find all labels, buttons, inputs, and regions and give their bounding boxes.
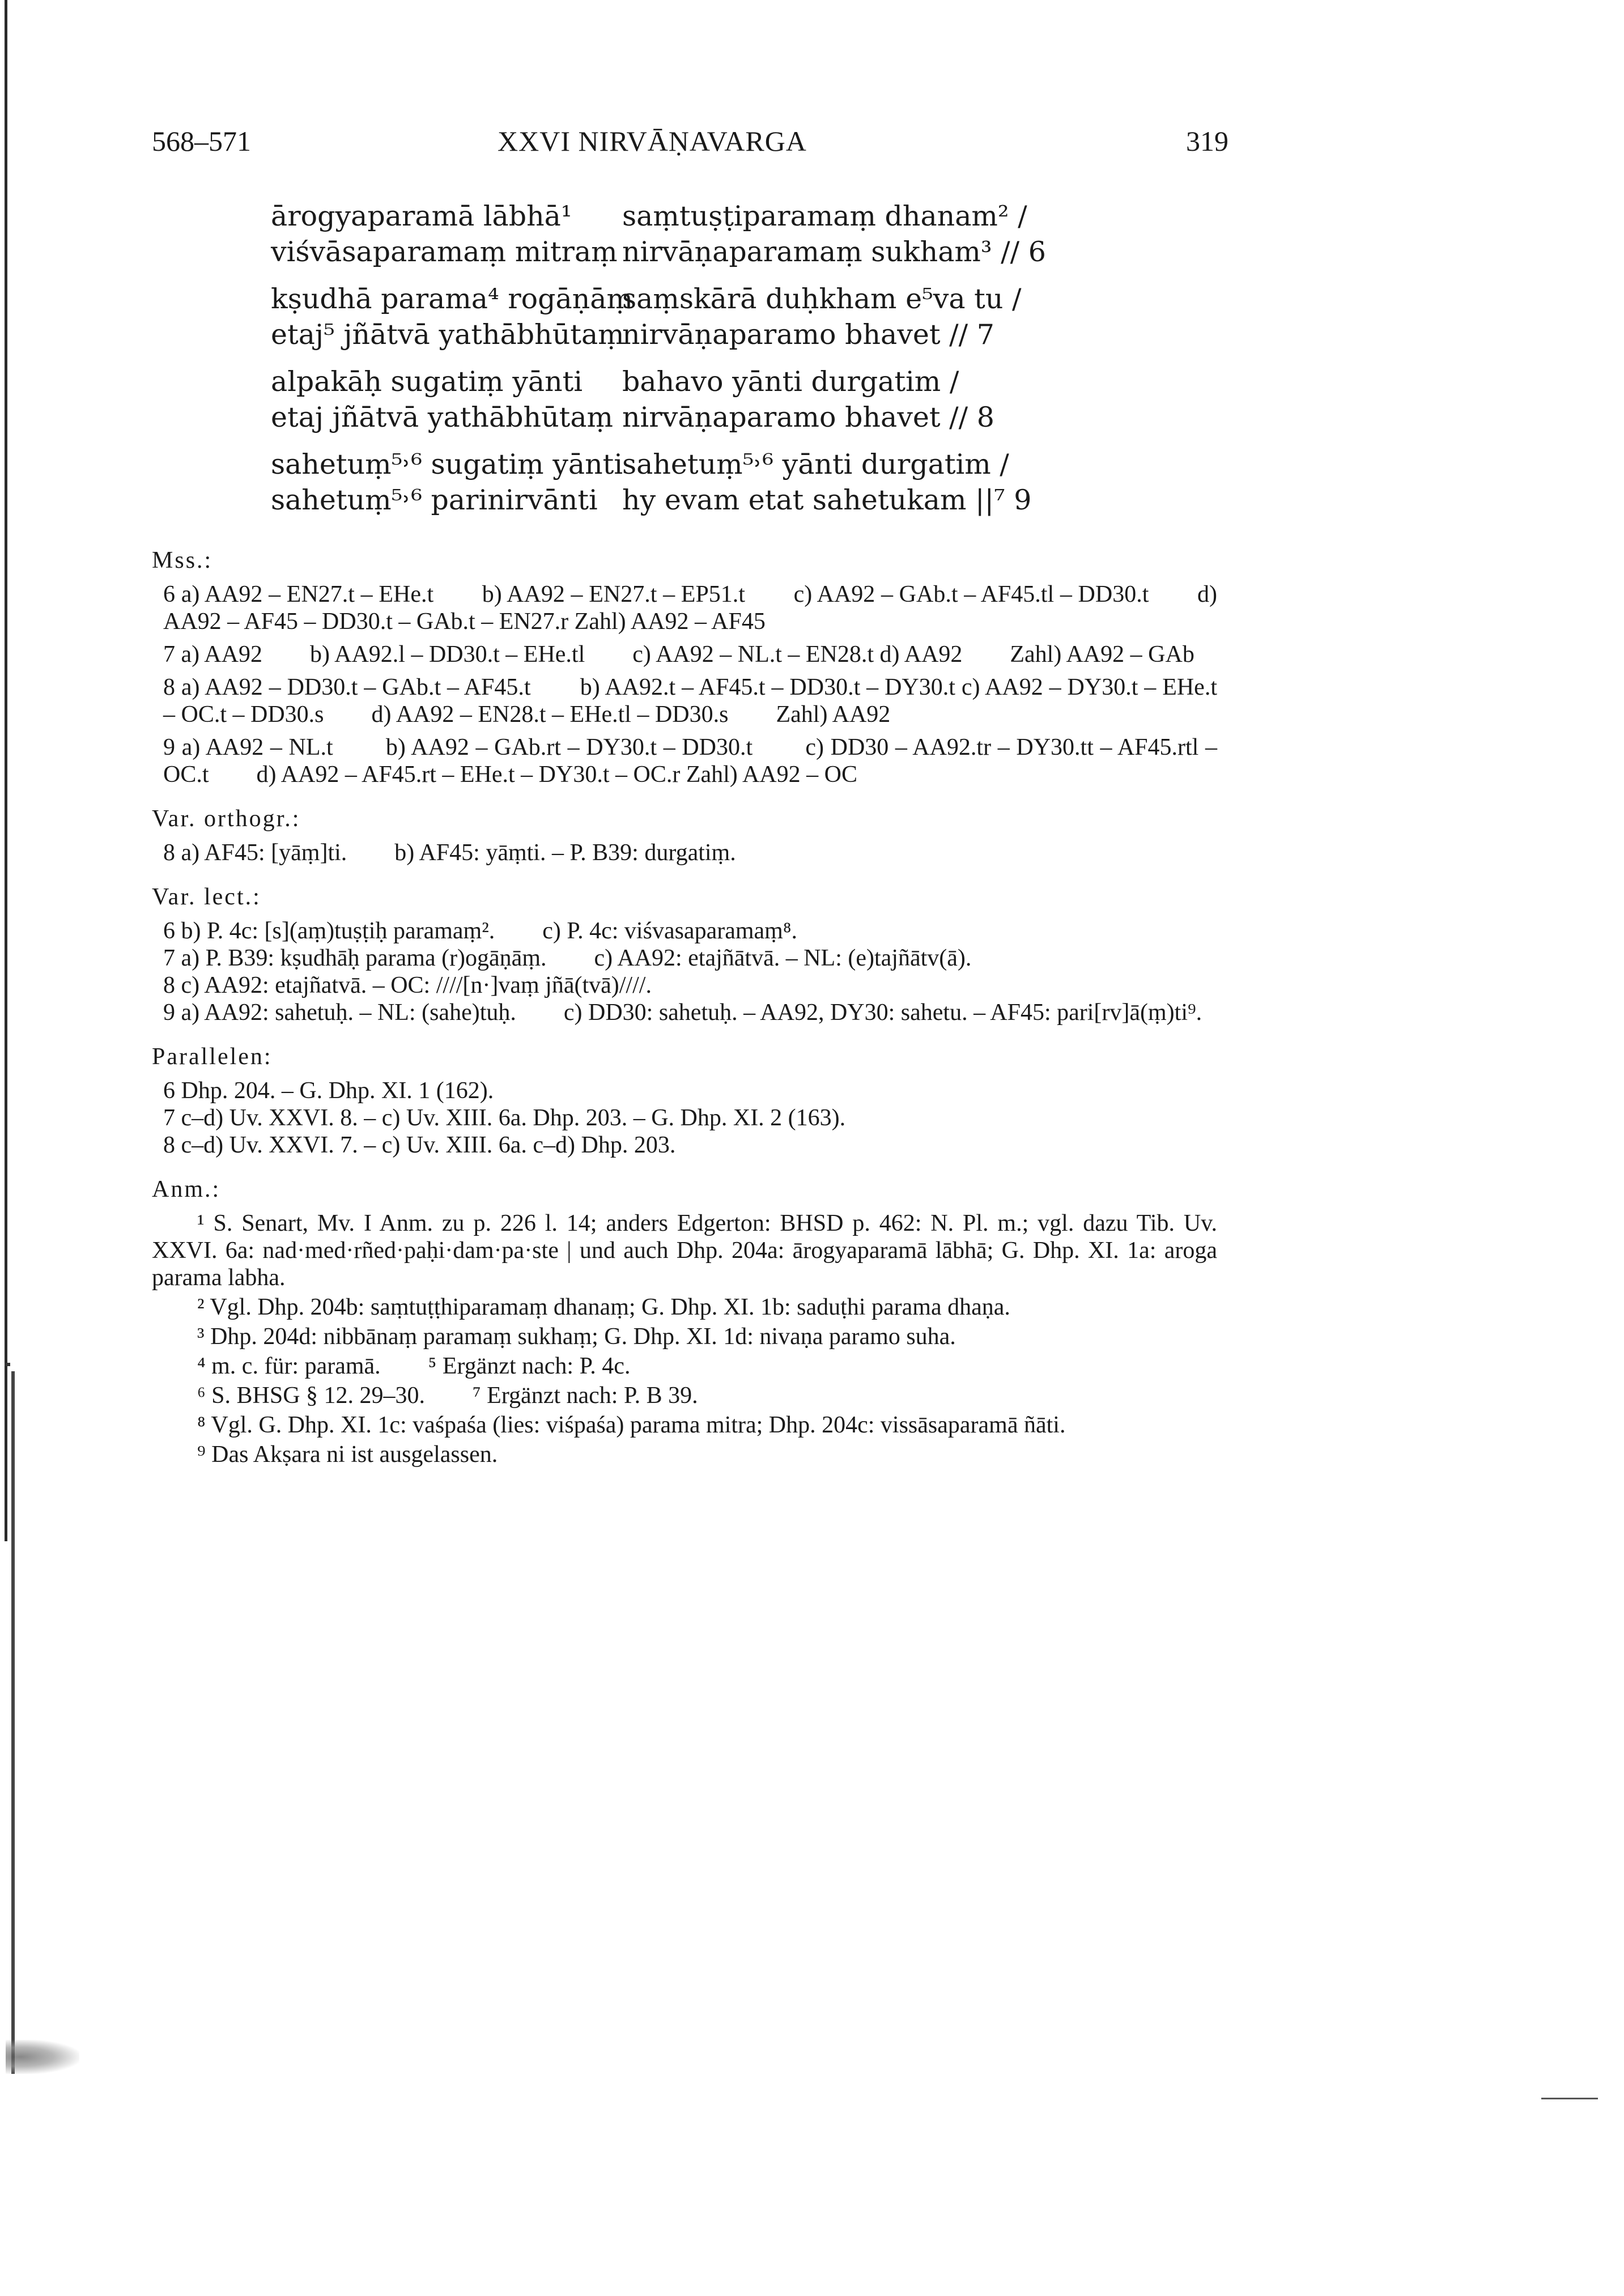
verse-9 bbox=[271, 447, 1234, 518]
parallelen-heading: Parallelen: bbox=[152, 1044, 273, 1070]
verse-line bbox=[271, 447, 1234, 482]
verse-pada-a: etaj⁵ jñātvā yathābhūtaṃ bbox=[271, 318, 624, 351]
verse-line bbox=[271, 234, 1234, 270]
footnote: ⁴ m. c. für: paramā. ⁵ Ergänzt nach: P. 4c. bbox=[197, 1353, 631, 1379]
running-header bbox=[152, 125, 1228, 170]
verse-6 bbox=[271, 198, 1234, 270]
verse-pada-b: bahavo yānti durgatim / bbox=[622, 365, 959, 398]
parallelen-entry: 6 Dhp. 204. – G. Dhp. XI. 1 (162). bbox=[163, 1078, 494, 1104]
verse-line bbox=[271, 364, 1234, 399]
parallelen-entry: 7 c–d) Uv. XXVI. 8. – c) Uv. XIII. 6a. Dhp. 203. – G. Dhp. XI. 2 (163). bbox=[163, 1105, 846, 1131]
verse-pada-a: sahetuṃ⁵˒⁶ sugatiṃ yānti bbox=[271, 448, 623, 481]
verse-pada-b: nirvāṇaparamo bhavet // 8 bbox=[622, 401, 994, 433]
verse-pada-b: saṃtuṣṭiparamaṃ dhanam² / bbox=[622, 200, 1027, 232]
verse-block bbox=[271, 198, 1234, 529]
footnote: ⁶ S. BHSG § 12. 29–30. ⁷ Ergänzt nach: P. B 39. bbox=[197, 1383, 698, 1409]
verse-pada-a: viśvāsaparamaṃ mitraṃ bbox=[271, 236, 618, 268]
verse-pada-a: ārogyaparamā lābhā¹ bbox=[271, 200, 572, 232]
mss-entry: 6 a) AA92 – EN27.t – EHe.t b) AA92 – EN27.t – EP51.t c) AA92 – GAb.t – AF45.tl – DD30.t d) AA92 – AF45 – DD30.t – GAb.t – EN27.r Zahl) AA92 – AF45 bbox=[163, 581, 1222, 635]
critical-apparatus bbox=[152, 547, 1223, 1470]
verse-pada-b: nirvāṇaparamo bhavet // 7 bbox=[622, 318, 994, 351]
var-lect-entry: 9 a) AA92: sahetuḥ. – NL: (sahe)tuḥ. c) DD30: sahetuḥ. – AA92, DY30: sahetu. – AF45: pari[rv]ā(ṃ)ti⁹. bbox=[163, 1000, 1202, 1026]
verse-pada-b: sahetuṃ⁵˒⁶ yānti durgatim / bbox=[622, 448, 1009, 481]
verse-line bbox=[271, 198, 1234, 234]
verse-pada-b: saṃskārā duḥkham e⁵va tu / bbox=[622, 283, 1022, 315]
verse-pada-b: nirvāṇaparamaṃ sukham³ // 6 bbox=[622, 236, 1046, 268]
header-chapter-title: XXVI NIRVĀṆAVARGA bbox=[498, 125, 807, 157]
verse-pada-a: alpakāḥ sugatiṃ yānti bbox=[271, 365, 583, 398]
footnote: ⁹ Das Akṣara ni ist ausgelassen. bbox=[197, 1442, 498, 1468]
scan-smudge bbox=[6, 2040, 79, 2074]
verse-line bbox=[271, 281, 1234, 317]
parallelen-entry: 8 c–d) Uv. XXVI. 7. – c) Uv. XIII. 6a. c–d) Dhp. 203. bbox=[163, 1132, 676, 1158]
verse-line bbox=[271, 399, 1234, 435]
header-page-number: 319 bbox=[1186, 125, 1228, 157]
verse-pada-a: sahetuṃ⁵˒⁶ parinirvānti bbox=[271, 484, 598, 516]
verse-pada-a: etaj jñātvā yathābhūtaṃ bbox=[271, 401, 614, 433]
scan-rule-mark bbox=[1541, 2098, 1598, 2099]
scan-mark bbox=[5, 1363, 10, 1366]
verse-7 bbox=[271, 281, 1234, 352]
anm-notes bbox=[152, 1210, 1217, 1468]
footnote: ⁸ Vgl. G. Dhp. XI. 1c: vaśpaśa (lies: viśpaśa) parama mitra; Dhp. 204c: vissāsaparamā ñāti. bbox=[197, 1412, 1066, 1438]
verse-line bbox=[271, 482, 1234, 518]
mss-entry: 8 a) AA92 – DD30.t – GAb.t – AF45.t b) AA92.t – AF45.t – DD30.t – DY30.t c) AA92 – DY30.t – EHe.t – OC.t – DD30.s d) AA92 – EN28.t – EHe.tl – DD30.s Zahl) AA92 bbox=[163, 674, 1223, 728]
mss-heading: Mss.: bbox=[152, 547, 213, 573]
footnote: ¹ S. Senart, Mv. I Anm. zu p. 226 l. 14; anders Edgerton: BHSD p. 462: N. Pl. m.; vgl. dazu Tib. Uv. XXVI. 6a: nad·med·rñed·paḥi·dam·pa·ste | und auch Dhp. 204a: ārogyaparamā lābhā; G. Dhp. XI. 1a: aroga parama labha. bbox=[152, 1210, 1217, 1291]
verse-pada-b: hy evam etat sahetukam ||⁷ 9 bbox=[622, 484, 1032, 516]
verse-pada-a: kṣudhā parama⁴ rogāṇāṃ bbox=[271, 283, 633, 315]
mss-entry: 9 a) AA92 – NL.t b) AA92 – GAb.rt – DY30.t – DD30.t c) DD30 – AA92.tr – DY30.tt – AF45.rtl – OC.t d) AA92 – AF45.rt – EHe.t – DY30.t – OC.r Zahl) AA92 – OC bbox=[163, 734, 1223, 788]
var-lect-entry: 6 b) P. 4c: [s](aṃ)tuṣṭiḥ paramaṃ². c) P. 4c: viśvasaparamaṃ⁸. bbox=[163, 918, 797, 944]
var-orthogr-heading: Var. orthogr.: bbox=[152, 806, 301, 832]
mss-entry: 7 a) AA92 b) AA92.l – DD30.t – EHe.tl c) AA92 – NL.t – EN28.t d) AA92 Zahl) AA92 – GAb bbox=[163, 641, 1194, 667]
binding-edge-lower bbox=[11, 1371, 15, 2074]
var-orthogr-entry: 8 a) AF45: [yāṃ]ti. b) AF45: yāṃti. – P. B39: durgatiṃ. bbox=[163, 840, 736, 866]
header-verse-range: 568–571 bbox=[152, 125, 251, 157]
var-lect-heading: Var. lect.: bbox=[152, 884, 261, 910]
footnote: ³ Dhp. 204d: nibbānaṃ paramaṃ sukhaṃ; G. Dhp. XI. 1d: nivaṇa paramo suha. bbox=[197, 1324, 956, 1350]
verse-8 bbox=[271, 364, 1234, 435]
verse-line bbox=[271, 317, 1234, 352]
var-lect-entry: 8 c) AA92: etajñatvā. – OC: ////[n·]vaṃ jñā(tvā)////. bbox=[163, 972, 652, 998]
footnote: ² Vgl. Dhp. 204b: saṃtuṭṭhiparamaṃ dhanaṃ; G. Dhp. XI. 1b: saduṭhi parama dhaṇa. bbox=[197, 1294, 1010, 1320]
var-lect-entry: 7 a) P. B39: kṣudhāḥ parama (r)ogāṇāṃ. c) AA92: etajñātvā. – NL: (e)tajñātv(ā). bbox=[163, 945, 972, 971]
binding-edge bbox=[5, 0, 7, 1541]
anm-heading: Anm.: bbox=[152, 1176, 221, 1202]
